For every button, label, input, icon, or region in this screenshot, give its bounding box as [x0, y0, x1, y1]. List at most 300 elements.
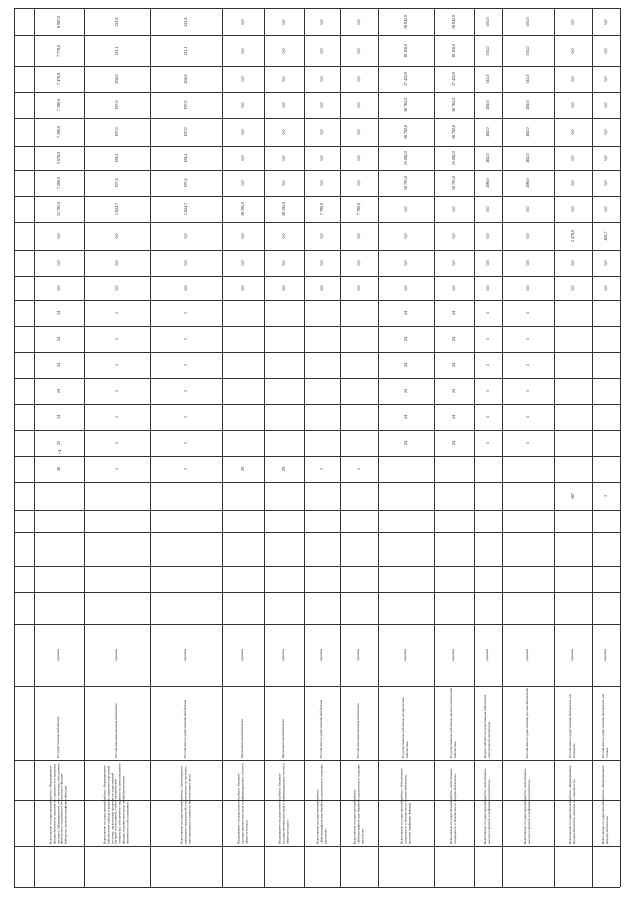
table-cell-text: 0,0 — [525, 285, 531, 291]
table-cell — [592, 170, 620, 196]
table-cell-text: 0,0 — [240, 48, 246, 53]
table-cell — [474, 118, 502, 146]
table-cell — [378, 352, 434, 378]
table-cell-text: 24 — [451, 441, 457, 445]
table-cell — [84, 300, 150, 326]
table-cell — [222, 222, 264, 250]
table-cell — [502, 326, 554, 352]
table-cell — [434, 146, 474, 170]
table-cell-text: 0,0 — [485, 260, 491, 266]
table-cell-text: 567 — [570, 493, 576, 499]
unit-cell-text: единица — [281, 649, 286, 661]
work-cell-text: Выполнение государственной работы «Формирование фондов библиотек» — [601, 765, 609, 844]
table-cell-text: 24 — [56, 337, 62, 341]
table-cell-text: 0,0 — [570, 260, 576, 266]
work-cell — [264, 760, 304, 846]
grid-hline — [14, 482, 620, 483]
table-cell — [84, 66, 150, 92]
unit-cell-text: единица — [183, 649, 188, 661]
unit-cell — [340, 624, 378, 686]
table-cell-text: 0,0 — [319, 233, 325, 239]
table-cell — [222, 196, 264, 222]
grid-hline — [14, 846, 620, 847]
table-cell-text: 0,0 — [56, 260, 62, 266]
work-cell — [592, 760, 620, 846]
table-cell-text: 197,4 — [183, 178, 189, 188]
table-cell-text: 462,0 — [525, 153, 531, 163]
table-cell-text: 24 — [451, 415, 457, 419]
table-cell-text: 24 — [56, 363, 62, 367]
table-cell — [378, 92, 434, 118]
table-cell — [592, 8, 620, 35]
table-cell — [84, 35, 150, 66]
table-cell — [150, 250, 222, 276]
table-cell-text: 16 791,0 — [403, 176, 409, 190]
table-cell-text: 512,0 — [485, 74, 491, 84]
table-cell — [474, 92, 502, 118]
subject-cell — [474, 686, 502, 760]
table-cell — [378, 378, 434, 404]
unit-cell-text: единица — [114, 649, 119, 661]
grid-hline — [14, 887, 620, 888]
table-cell — [150, 196, 222, 222]
table-cell — [304, 118, 340, 146]
table-cell-text: 24 — [56, 415, 62, 419]
work-cell-text: Выполнение государственной работы «Обеспечение сохранности и безопасности фондов библиотек» — [449, 768, 457, 844]
table-cell — [592, 222, 620, 250]
table-cell-text: 0,0 — [570, 206, 576, 212]
table-cell — [84, 430, 150, 456]
table-cell-text: 0,0 — [356, 155, 362, 161]
grid-hline — [14, 510, 620, 511]
table-cell-text: 0,0 — [240, 285, 246, 291]
table-cell — [34, 326, 84, 352]
work-cell — [474, 760, 502, 846]
table-cell — [592, 250, 620, 276]
table-cell-text: 0,0 — [570, 102, 576, 108]
table-cell — [474, 326, 502, 352]
table-cell — [264, 170, 304, 196]
work-cell-text: Выполнение государственной работы «Библиографическая обработка документов и создание каталогов» — [352, 764, 364, 844]
table-cell-text: 1 — [485, 312, 491, 314]
table-cell-text: 197,0 — [183, 127, 189, 137]
subject-cell-text: Российская государственная библиотека для молодежи — [568, 693, 576, 758]
table-cell — [474, 222, 502, 250]
table-cell-text: 184,1 — [114, 153, 120, 163]
table-cell — [264, 250, 304, 276]
work-cell — [340, 760, 378, 846]
unit-cell — [592, 624, 620, 686]
table-cell — [222, 92, 264, 118]
subject-cell — [502, 686, 554, 760]
subject-cell — [592, 686, 620, 760]
table-cell-text: 0,0 — [281, 19, 287, 24]
table-cell-text: 0,0 — [281, 102, 287, 108]
table-cell — [222, 170, 264, 196]
table-cell-text: 0,0 — [240, 180, 246, 186]
table-cell — [474, 35, 502, 66]
table-cell-text: 2 479,0 — [570, 230, 576, 242]
table-cell — [502, 118, 554, 146]
table-cell — [84, 250, 150, 276]
table-cell — [84, 456, 150, 482]
table-cell-text: 24 — [56, 311, 62, 315]
table-cell — [434, 378, 474, 404]
table-cell-text: 0,0 — [570, 155, 576, 161]
table-cell — [264, 8, 304, 35]
table-cell-text: 0,0 — [525, 260, 531, 266]
table-cell-text: 25 — [56, 441, 62, 445]
table-cell-text: 15 781,0 — [56, 202, 62, 216]
table-cell-text: 1 — [485, 364, 491, 366]
work-cell — [434, 760, 474, 846]
table-cell — [304, 222, 340, 250]
subject-cell-text: Государственная публичная историческая библиотека — [401, 697, 409, 758]
table-cell — [592, 276, 620, 300]
table-cell — [502, 404, 554, 430]
table-cell-text: 498,0 — [485, 178, 491, 188]
table-cell — [84, 352, 150, 378]
work-cell — [502, 760, 554, 846]
table-cell — [554, 118, 592, 146]
table-cell — [554, 170, 592, 196]
work-cell-text: Выполнение государственной работы «Обеспечение доступа к фондам и информации библиотек» — [523, 768, 531, 844]
table-cell — [378, 146, 434, 170]
table-cell-text: 0,0 — [485, 206, 491, 212]
table-cell-text: 197,0 — [183, 100, 189, 110]
table-cell-text: 18 118,0 — [403, 43, 409, 58]
table-cell-text: 16 792,0 — [451, 125, 457, 139]
table-cell-text: 1 — [114, 364, 120, 366]
table-cell-text: 0,0 — [183, 285, 189, 291]
table-cell-text: 197,0 — [114, 127, 120, 137]
table-cell-text: 16 195,0 — [281, 202, 287, 216]
unit-cell-text: единица — [451, 649, 456, 661]
table-cell — [378, 404, 434, 430]
table-cell-text: 0,0 — [570, 180, 576, 186]
table-cell — [340, 146, 378, 170]
table-cell — [434, 35, 474, 66]
table-cell-text: 24 — [451, 337, 457, 341]
table-cell-text: 0,0 — [451, 260, 457, 266]
unit-cell-text: единица — [570, 649, 575, 661]
table-cell — [150, 146, 222, 170]
table-cell — [264, 92, 304, 118]
table-cell-text: 18 842,0 — [403, 14, 409, 29]
table-cell — [474, 146, 502, 170]
table-cell-text: 1 624,7 — [183, 203, 189, 215]
table-cell-text: 1 — [485, 338, 491, 340]
table-cell — [554, 146, 592, 170]
table-cell — [434, 170, 474, 196]
table-cell-text: 1 — [603, 495, 609, 497]
table-cell-text: 533,0 — [525, 46, 531, 55]
table-cell — [84, 404, 150, 430]
table-cell-text: 0,0 — [525, 206, 531, 212]
subject-cell — [554, 686, 592, 760]
table-cell-text: 24 — [403, 415, 409, 419]
table-cell — [150, 326, 222, 352]
table-cell-text: 0,0 — [319, 19, 325, 24]
table-cell — [434, 118, 474, 146]
table-cell-text: 1 — [114, 312, 120, 314]
table-cell-text: 16 762,0 — [403, 98, 409, 112]
table-cell-text: 7 180,0 — [56, 126, 62, 138]
table-cell-text: 555,0 — [485, 17, 491, 26]
work-cell — [304, 760, 340, 846]
table-cell — [34, 170, 84, 196]
table-cell — [378, 222, 434, 250]
table-cell — [340, 8, 378, 35]
table-cell-text: 0,0 — [570, 129, 576, 135]
table-cell-text: 1 — [356, 468, 362, 470]
unit-cell — [150, 624, 222, 686]
subject-cell-text: Российская государственная библиотека — [319, 699, 324, 758]
table-cell-text: 1 — [183, 468, 189, 470]
table-cell-text: 0,0 — [281, 285, 287, 291]
table-cell-text: 0,0 — [570, 19, 576, 24]
table-cell — [434, 66, 474, 92]
table-cell-text: 1 — [114, 468, 120, 470]
table-cell-text: 24 — [403, 311, 409, 315]
table-cell — [502, 35, 554, 66]
table-cell-text: 7 478,0 — [56, 73, 62, 85]
table-cell — [150, 276, 222, 300]
table-cell — [502, 196, 554, 222]
table-cell-text: 0,0 — [451, 206, 457, 212]
work-cell — [150, 760, 222, 846]
table-cell — [340, 196, 378, 222]
table-cell — [378, 170, 434, 196]
table-cell — [340, 276, 378, 300]
table-cell — [222, 35, 264, 66]
table-cell — [554, 222, 592, 250]
subject-cell-text: Государственная публичная научно-техническая библиотека — [449, 688, 457, 758]
subject-cell — [434, 686, 474, 760]
subject-cell — [150, 686, 222, 760]
table-cell-text: 24 — [403, 363, 409, 367]
table-cell-text: 1 — [525, 338, 531, 340]
table-cell-text: 24 — [403, 337, 409, 341]
table-cell — [84, 92, 150, 118]
table-cell-text: 7 280,0 — [56, 177, 62, 189]
table-cell-text: 0,0 — [356, 285, 362, 291]
table-cell-text: 1 — [183, 312, 189, 314]
table-cell — [554, 250, 592, 276]
table-cell — [222, 456, 264, 482]
table-cell — [502, 66, 554, 92]
table-cell — [264, 456, 304, 482]
table-cell — [340, 170, 378, 196]
unit-cell — [434, 624, 474, 686]
table-cell-text: 0,0 — [603, 285, 609, 291]
table-cell-text: 1 — [485, 416, 491, 418]
table-cell — [304, 196, 340, 222]
subject-cell-text: Государственная библиотека — [56, 716, 61, 758]
table-cell — [474, 300, 502, 326]
table-cell — [34, 222, 84, 250]
table-cell-text: 221,6 — [183, 17, 189, 26]
subject-cell-text: Российская государственная библиотека для слепых — [601, 693, 609, 758]
table-cell-text: 0,0 — [356, 233, 362, 239]
table-cell-text: 15 092,0 — [403, 151, 409, 165]
subject-cell — [34, 686, 84, 760]
unit-cell-text: единица — [56, 649, 61, 661]
table-cell-text: 498,0 — [525, 178, 531, 188]
table-cell — [434, 430, 474, 456]
table-cell — [474, 378, 502, 404]
table-cell — [474, 8, 502, 35]
table-cell — [378, 276, 434, 300]
table-cell — [378, 250, 434, 276]
table-cell-text: 0,0 — [356, 102, 362, 108]
table-cell-text: 1 624,7 — [114, 203, 120, 215]
table-cell-text: 0,0 — [356, 76, 362, 82]
table-cell-text: 0,0 — [240, 155, 246, 161]
table-cell-text: 555,0 — [525, 17, 531, 26]
table-cell — [304, 456, 340, 482]
table-cell-text: 211,1 — [114, 46, 120, 55]
table-cell — [304, 170, 340, 196]
table-cell — [434, 92, 474, 118]
subject-cell — [340, 686, 378, 760]
table-cell-text: 1 — [525, 364, 531, 366]
unit-cell — [34, 624, 84, 686]
table-cell-text: 24 — [403, 441, 409, 445]
table-cell-text: 1 — [319, 468, 325, 470]
table-cell-text: 7 780,0 — [319, 203, 325, 215]
table-cell-text: 462,0 — [485, 153, 491, 163]
unit-cell — [222, 624, 264, 686]
table-cell — [34, 250, 84, 276]
unit-cell-text: единица — [403, 649, 408, 661]
table-cell — [84, 8, 150, 35]
table-cell — [304, 146, 340, 170]
table-cell — [474, 66, 502, 92]
table-cell — [34, 8, 84, 35]
table-cell-text: 0,0 — [403, 233, 409, 239]
work-cell-text: Выполнение государственной работы «Обеспечение доступа к фондам и информации библиотек» — [483, 768, 491, 844]
table-cell — [502, 300, 554, 326]
table-cell — [150, 66, 222, 92]
table-cell-text: 533,0 — [485, 46, 491, 55]
table-cell-text: 492,0 — [485, 100, 491, 110]
table-cell — [150, 222, 222, 250]
table-cell — [554, 276, 592, 300]
table-cell-text: 0,0 — [281, 260, 287, 266]
table-cell — [264, 118, 304, 146]
table-cell-text: 0,0 — [319, 48, 325, 53]
table-cell-text: 0,0 — [603, 180, 609, 186]
table-cell — [474, 352, 502, 378]
table-cell — [304, 250, 340, 276]
table-cell-text: 0,0 — [603, 260, 609, 266]
table-cell — [554, 8, 592, 35]
table-cell — [340, 250, 378, 276]
table-cell-text: 1 — [183, 442, 189, 444]
table-cell — [84, 146, 150, 170]
table-cell-text: 221,6 — [114, 17, 120, 26]
table-cell-text: 16 762,0 — [451, 98, 457, 112]
table-cell-text: 1 — [183, 390, 189, 392]
table-cell — [378, 118, 434, 146]
table-cell — [340, 92, 378, 118]
table-cell — [222, 250, 264, 276]
table-cell — [264, 146, 304, 170]
table-cell — [378, 35, 434, 66]
table-cell — [84, 378, 150, 404]
table-cell-text: 0,0 — [240, 129, 246, 135]
subject-cell-text: Российская национальная библиотека — [356, 703, 361, 758]
work-cell-text: Выполнение государственной работы «Формирование библиотечного фонда и ведение справочно-поисковой системы; организация хранения государственной научной и культурной, учебно-методической литературы; обеспечение сохранности, комплектования фондов, ведения каталогов, межбиблиотечного абонемента и обслуживания» — [102, 763, 130, 844]
table-cell-text: 0,0 — [603, 76, 609, 82]
table-cell — [304, 276, 340, 300]
table-cell-text: 1 — [525, 442, 531, 444]
table-cell-text: 1 — [485, 390, 491, 392]
table-cell-text: 0,0 — [240, 233, 246, 239]
table-cell-text: 1 — [183, 338, 189, 340]
table-cell-text: 7 779,0 — [56, 44, 62, 57]
table-cell — [222, 118, 264, 146]
table-cell — [434, 404, 474, 430]
table-cell — [264, 35, 304, 66]
table-cell — [378, 196, 434, 222]
table-cell-text: 0,0 — [56, 285, 62, 291]
table-cell — [34, 300, 84, 326]
subject-cell-text: Всероссийская государственная библиотека иностранной литературы — [483, 694, 491, 758]
table-cell-text: 0,0 — [603, 19, 609, 24]
table-cell — [502, 352, 554, 378]
table-cell-text: 0,0 — [56, 233, 62, 239]
table-cell — [502, 146, 554, 170]
subject-cell-text: Российская государственная детская библиотека — [525, 688, 530, 758]
table-cell-text: 0,0 — [485, 285, 491, 291]
table-cell — [340, 66, 378, 92]
table-cell — [434, 352, 474, 378]
table-cell — [150, 35, 222, 66]
table-cell — [34, 196, 84, 222]
table-cell — [264, 222, 304, 250]
table-cell — [84, 118, 150, 146]
table-cell — [434, 8, 474, 35]
table-cell-text: 184,1 — [183, 153, 189, 163]
work-cell — [222, 760, 264, 846]
table-cell-text: 197,0 — [114, 100, 120, 110]
table-cell-text: 0,0 — [356, 129, 362, 135]
table-cell-text: 1 — [525, 312, 531, 314]
subject-cell — [304, 686, 340, 760]
table-cell-text: 16 195,0 — [240, 202, 246, 216]
table-cell-text: 492,0 — [485, 127, 491, 137]
table-cell — [34, 404, 84, 430]
table-cell — [340, 456, 378, 482]
table-cell — [150, 456, 222, 482]
table-cell — [222, 276, 264, 300]
work-cell-text: Выполнение государственной работы «Организация и проведение мероприятий, направленных на изучение, популяризацию и развитие библиотечного дела» — [179, 765, 191, 844]
subject-cell — [378, 686, 434, 760]
table-cell — [84, 196, 150, 222]
table-cell — [150, 92, 222, 118]
table-cell — [222, 66, 264, 92]
table-cell — [264, 196, 304, 222]
unit-cell-text: единица — [485, 649, 490, 661]
work-cell — [554, 760, 592, 846]
table-cell-text: 0,0 — [240, 19, 246, 24]
table-cell-text: 0,0 — [403, 260, 409, 266]
table-cell — [592, 482, 620, 510]
unit-cell-text: единица — [525, 649, 530, 661]
table-cell-text: 0,0 — [570, 76, 576, 82]
